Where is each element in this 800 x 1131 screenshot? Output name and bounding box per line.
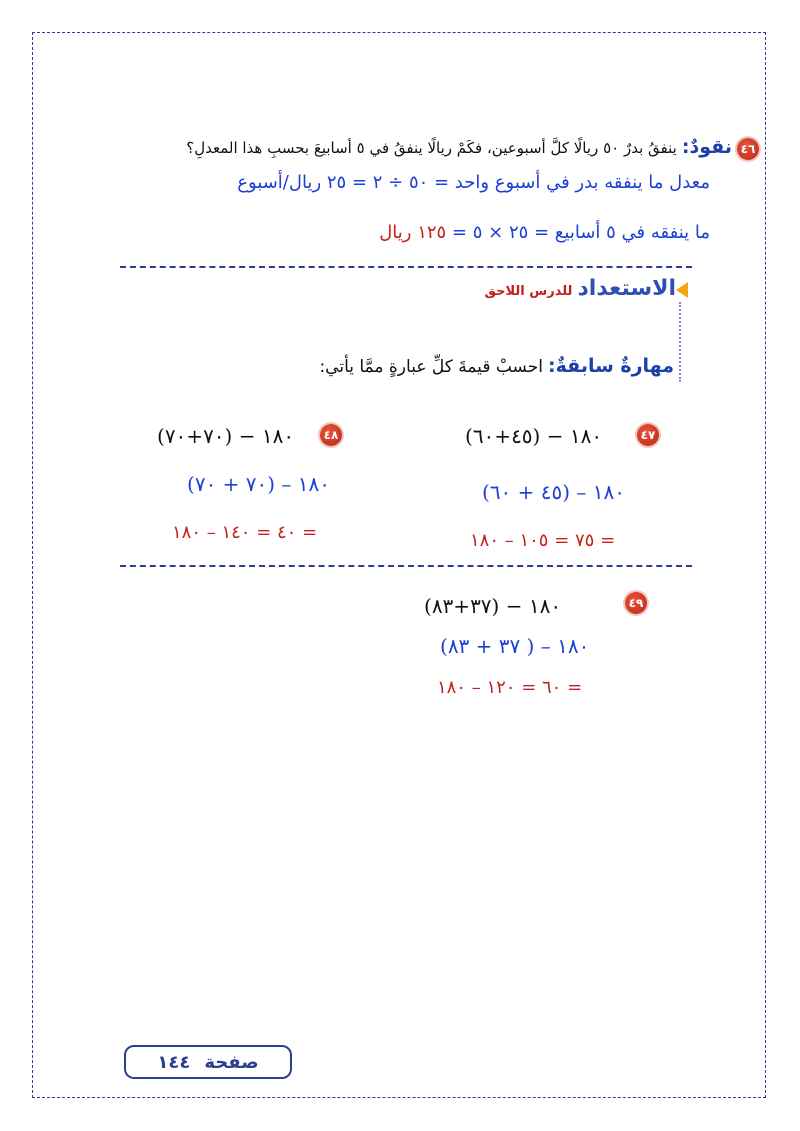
skill-text: احسبْ قيمةَ كلِّ عبارةٍ ممَّا يأتي: bbox=[319, 357, 543, 377]
question-47-result: ٧٥ bbox=[575, 530, 595, 551]
prep-subtitle: للدرس اللاحق bbox=[484, 284, 573, 299]
question-46-text: ينفقُ بدرٌ ٥٠ ريالًا كلَّ أسبوعين، فكَمْ ريالًا ينفقُ في ٥ أسابيعَ بحسبِ هذا المعدلِ؟ bbox=[186, 139, 677, 157]
question-47-expression: ١٨٠ − (٤٥+٦٠) bbox=[465, 424, 603, 448]
skill-label: مهارةٌ سابقةٌ: bbox=[548, 355, 674, 377]
divider-top bbox=[120, 266, 692, 268]
page-number: ١٤٤ bbox=[157, 1051, 191, 1073]
question-49-step-2 bbox=[437, 677, 582, 698]
question-48-step-2 bbox=[172, 522, 317, 543]
question-49-step-1: ١٨٠ – ( ٣٧ + ٨٣) bbox=[440, 634, 590, 658]
question-49-step-2-rest: = ١٢٠ – ١٨٠ = bbox=[437, 677, 583, 698]
section-triangle-icon bbox=[676, 282, 688, 298]
question-46-number-badge: ٤٦ bbox=[737, 138, 759, 160]
question-47-step-2 bbox=[470, 530, 615, 551]
question-49-number-badge: ٤٩ bbox=[625, 592, 647, 614]
prep-header bbox=[484, 276, 676, 301]
page-label: صفحة bbox=[204, 1051, 259, 1073]
question-48-step-2-rest: = ١٤٠ – ١٨٠ = bbox=[172, 522, 318, 543]
skill-line bbox=[319, 355, 674, 377]
question-49-expression: ١٨٠ − (٣٧+٨٣) bbox=[424, 594, 562, 618]
question-47-number-badge: ٤٧ bbox=[637, 424, 659, 446]
prep-title: الاستعداد bbox=[577, 276, 676, 301]
prep-dotted-guide bbox=[679, 302, 681, 382]
question-46-answer-line-2-text: ما ينفقه في ٥ أسابيع = ٢٥ × ٥ = bbox=[446, 222, 710, 243]
question-48-number-badge: ٤٨ bbox=[320, 424, 342, 446]
question-46-answer-line-2 bbox=[379, 222, 710, 243]
question-46-answer-line-1: معدل ما ينفقه بدر في أسبوع واحد = ٥٠ ÷ ٢ = ٢٥ ريال/أسبوع bbox=[237, 172, 710, 193]
question-47-step-1: ١٨٠ – (٤٥ + ٦٠) bbox=[482, 480, 626, 504]
question-48-step-1: ١٨٠ – (٧٠ + ٧٠) bbox=[187, 472, 331, 496]
question-46-label: نقودٌ: bbox=[681, 136, 732, 158]
question-47-step-2-rest: = ١٠٥ – ١٨٠ = bbox=[470, 530, 616, 551]
question-46-answer-line-2-result: ١٢٥ ريال bbox=[379, 222, 447, 243]
divider-middle bbox=[120, 565, 692, 567]
question-48-expression: ١٨٠ − (٧٠+٧٠) bbox=[157, 424, 295, 448]
question-48-result: ٤٠ bbox=[277, 522, 297, 543]
page-number-box bbox=[124, 1045, 292, 1079]
question-46-prompt bbox=[186, 136, 732, 158]
question-49-result: ٦٠ bbox=[542, 677, 562, 698]
